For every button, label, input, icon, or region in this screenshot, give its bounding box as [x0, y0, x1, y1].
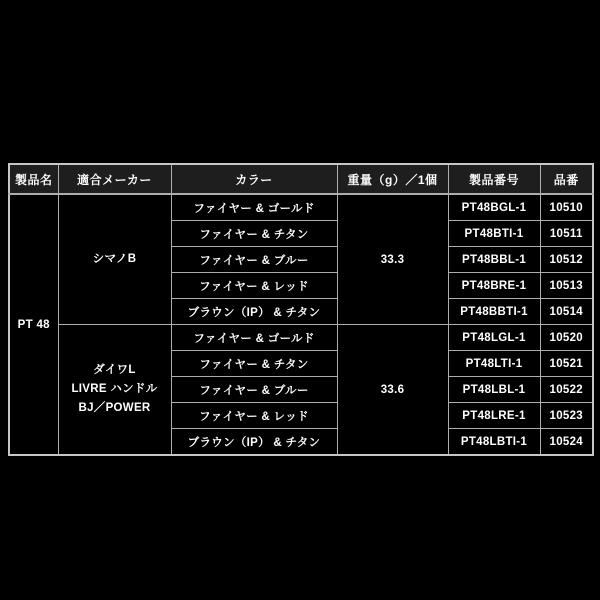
- table-row: [9, 194, 593, 221]
- maker-cell-group1: [58, 194, 171, 325]
- part-no-cell: 10514: [540, 299, 593, 325]
- header-part-number: 品番: [540, 164, 593, 194]
- color-cell: ファイヤー & レッド: [171, 273, 337, 299]
- header-row: [9, 164, 593, 194]
- part-no-cell: 10523: [540, 403, 593, 429]
- product-no-cell: PT48LGL-1: [448, 325, 540, 351]
- maker-cell-group2: [58, 325, 171, 456]
- color-cell: ファイヤー & ブルー: [171, 377, 337, 403]
- product-no-cell: PT48LTI-1: [448, 351, 540, 377]
- header-color: カラー: [171, 164, 337, 194]
- header-product-number: 製品番号: [448, 164, 540, 194]
- product-name-cell: PT 48: [9, 194, 58, 455]
- table-row: [9, 325, 593, 351]
- maker-line: LIVRE ハンドル: [71, 383, 158, 395]
- product-no-cell: PT48LBL-1: [448, 377, 540, 403]
- maker-line: シマノB: [92, 253, 137, 265]
- part-no-cell: 10520: [540, 325, 593, 351]
- part-no-cell: 10510: [540, 194, 593, 221]
- color-cell: ファイヤー & チタン: [171, 221, 337, 247]
- maker-line: ダイワL: [93, 364, 136, 376]
- color-cell: ファイヤー & ゴールド: [171, 325, 337, 351]
- color-cell: ファイヤー & ブルー: [171, 247, 337, 273]
- weight-cell-group1: 33.3: [337, 194, 448, 325]
- weight-cell-group2: 33.6: [337, 325, 448, 456]
- part-no-cell: 10524: [540, 429, 593, 456]
- product-no-cell: PT48BGL-1: [448, 194, 540, 221]
- color-cell: ファイヤー & レッド: [171, 403, 337, 429]
- header-weight: 重量（g）／1個: [337, 164, 448, 194]
- product-no-cell: PT48BBTI-1: [448, 299, 540, 325]
- maker-line: BJ／POWER: [78, 402, 151, 414]
- product-no-cell: PT48BBL-1: [448, 247, 540, 273]
- color-cell: ブラウン（IP） & チタン: [171, 299, 337, 325]
- part-no-cell: 10512: [540, 247, 593, 273]
- color-cell: ファイヤー & チタン: [171, 351, 337, 377]
- product-spec-table: [8, 163, 594, 456]
- part-no-cell: 10521: [540, 351, 593, 377]
- part-no-cell: 10513: [540, 273, 593, 299]
- part-no-cell: 10522: [540, 377, 593, 403]
- color-cell: ファイヤー & ゴールド: [171, 194, 337, 221]
- product-no-cell: PT48LBTI-1: [448, 429, 540, 456]
- part-no-cell: 10511: [540, 221, 593, 247]
- product-no-cell: PT48BTI-1: [448, 221, 540, 247]
- color-cell: ブラウン（IP） & チタン: [171, 429, 337, 456]
- product-no-cell: PT48BRE-1: [448, 273, 540, 299]
- product-no-cell: PT48LRE-1: [448, 403, 540, 429]
- header-compatible-maker: 適合メーカー: [58, 164, 171, 194]
- header-product-name: 製品名: [9, 164, 58, 194]
